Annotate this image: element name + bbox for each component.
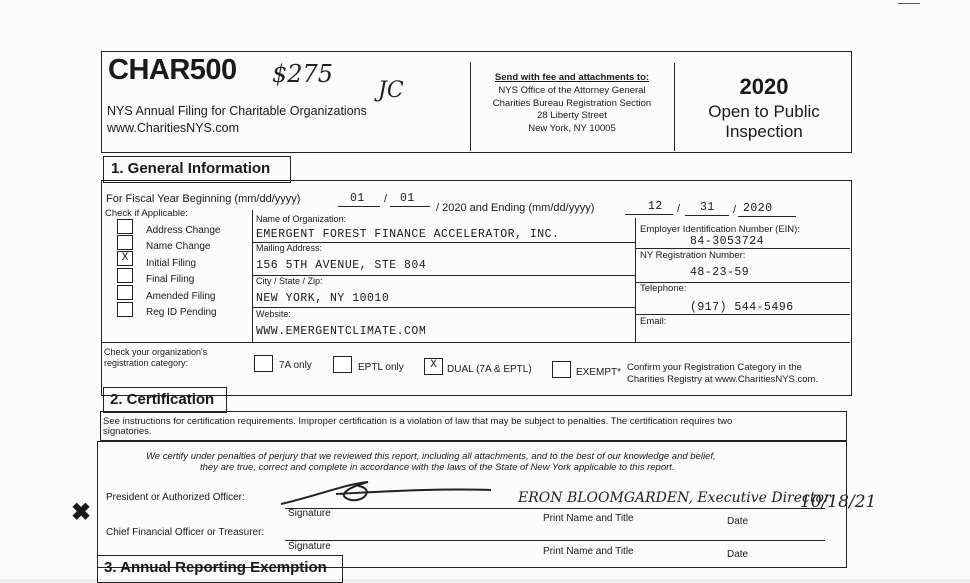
instructions-line-2: signatories.	[103, 426, 152, 437]
officer-signature-label: Signature	[288, 508, 331, 519]
end-month: 12	[648, 200, 663, 213]
officer-print-name-label: Print Name and Title	[543, 513, 634, 524]
public-block	[680, 74, 848, 142]
handwritten-fee: $275	[272, 60, 334, 88]
officer-signature-scribble	[276, 474, 496, 510]
section1-title: 1. General Information	[111, 160, 271, 177]
certify-line-2: they are true, correct and complete in accordance with the laws of the State of New York applicable to this report.	[200, 462, 675, 473]
begin-month: 01	[350, 192, 365, 205]
ny-reg-label: NY Registration Number:	[640, 250, 746, 261]
header-divider-1	[470, 62, 471, 151]
begin-day-underline	[390, 206, 430, 207]
right-rule-3	[635, 314, 850, 315]
name-change-label: Name Change	[146, 241, 211, 252]
ny-reg-value: 48-23-59	[690, 266, 750, 279]
cfo-signature-line	[285, 540, 825, 541]
cfo-label: Chief Financial Officer or Treasurer:	[106, 527, 265, 538]
category-dual-label: DUAL (7A & EPTL)	[447, 364, 532, 375]
category-exempt-checkbox[interactable]	[552, 361, 571, 378]
mailing-label: Mailing Address:	[256, 243, 323, 253]
send-line: New York, NY 10005	[528, 123, 616, 135]
section3-title: 3. Annual Reporting Exemption	[104, 559, 327, 576]
email-label: Email:	[640, 316, 667, 327]
send-line: Charities Bureau Registration Section	[492, 97, 652, 109]
end-year-underline	[738, 216, 796, 217]
end-slash-1: /	[677, 203, 681, 215]
initial-filing-label: Initial Filing	[146, 258, 197, 269]
final-filing-checkbox[interactable]	[117, 268, 133, 283]
end-month-underline	[625, 214, 673, 215]
x-mark: ✖	[71, 499, 92, 526]
category-label-1: Check your organization's	[104, 347, 208, 357]
begin-day: 01	[400, 192, 415, 205]
page-corner-mark	[898, 3, 920, 4]
final-filing-label: Final Filing	[146, 274, 195, 285]
filing-year: 2020	[739, 74, 789, 99]
officer-label: President or Authorized Officer:	[106, 492, 245, 503]
begin-month-underline	[338, 206, 380, 207]
org-rule-3	[252, 307, 635, 308]
instructions-line-1: See instructions for certification requirements. Improper certification is a violation of law that may be subject to penalties. The certification requires two	[103, 416, 733, 427]
website-value: WWW.EMERGENTCLIMATE.COM	[256, 325, 427, 338]
category-dual-checkbox[interactable]: X	[424, 358, 443, 375]
handwritten-name: ERON BLOOMGARDEN, Executive Director	[518, 490, 831, 506]
send-line-heading: Send with fee and attachments to:	[494, 72, 650, 83]
form-subtitle: NYS Annual Filing for Charitable Organizations	[107, 104, 367, 118]
amended-filing-label: Amended Filing	[146, 291, 216, 302]
send-line: NYS Office of the Attorney General	[498, 84, 646, 96]
begin-slash: /	[384, 193, 388, 205]
certify-line-1: We certify under penalties of perjury that we reviewed this report, including all attachments, and to the best of our knowledge and belief,	[146, 451, 716, 462]
address-change-label: Address Change	[146, 225, 221, 236]
confirm-line-1: Confirm your Registration Category in the	[627, 362, 802, 373]
category-exempt-label: EXEMPT*	[576, 367, 622, 378]
city-value: NEW YORK, NY 10010	[256, 292, 390, 305]
send-to-block	[478, 72, 666, 136]
end-day-underline	[685, 215, 729, 216]
org-right-divider	[635, 218, 636, 342]
header-divider-2	[674, 63, 675, 151]
mailing-value: 156 5TH AVENUE, STE 804	[256, 259, 427, 272]
right-rule-1	[635, 248, 850, 249]
checks-bottom-rule	[101, 342, 850, 343]
name-change-checkbox[interactable]	[117, 235, 133, 250]
officer-date-label: Date	[727, 516, 749, 527]
category-label-2: registration category:	[104, 358, 189, 368]
public-line-2: Inspection	[725, 122, 803, 141]
officer-signature-line	[285, 508, 825, 509]
amended-filing-checkbox[interactable]	[117, 285, 133, 300]
city-label: City / State / Zip:	[256, 276, 323, 286]
cfo-date-label: Date	[727, 549, 749, 560]
phone-value: (917) 544-5496	[690, 301, 794, 314]
confirm-line-2: Charities Registry at www.CharitiesNYS.com.	[627, 374, 819, 385]
handwritten-date: 10/18/21	[800, 492, 877, 512]
ein-value: 84-3053724	[690, 235, 765, 248]
category-eptl-checkbox[interactable]	[333, 356, 352, 373]
cfo-signature-label: Signature	[288, 541, 331, 552]
category-eptl-label: EPTL only	[358, 362, 404, 373]
section2-title: 2. Certification	[110, 391, 215, 408]
cfo-print-name-label: Print Name and Title	[543, 546, 634, 557]
public-line-1: Open to Public	[708, 102, 820, 121]
end-year: 2020	[743, 202, 773, 215]
org-name-value: EMERGENT FOREST FINANCE ACCELERATOR, INC.	[256, 228, 560, 241]
end-day: 31	[700, 201, 715, 214]
end-slash-2: /	[733, 204, 737, 216]
address-change-checkbox[interactable]	[117, 219, 133, 234]
category-7a-label: 7A only	[279, 360, 312, 371]
fiscal-begin-label: For Fiscal Year Beginning (mm/dd/yyyy)	[106, 193, 301, 205]
checks-divider	[252, 210, 253, 342]
check-if-applicable-label: Check if Applicable:	[105, 208, 188, 219]
handwritten-initials: JC	[378, 78, 404, 103]
org-name-label: Name of Organization:	[256, 214, 347, 224]
send-line: 28 Liberty Street	[537, 110, 607, 122]
category-7a-checkbox[interactable]	[254, 355, 273, 372]
form-code: CHAR500	[108, 54, 237, 86]
ein-label: Employer Identification Number (EIN):	[640, 224, 800, 235]
phone-label: Telephone:	[640, 283, 687, 294]
initial-filing-checkbox[interactable]: X	[117, 251, 133, 266]
reg-id-pending-label: Reg ID Pending	[146, 307, 217, 318]
reg-id-pending-checkbox[interactable]	[117, 302, 133, 317]
website-label: Website:	[256, 309, 291, 319]
begin-year-and-ending: / 2020 and Ending (mm/dd/yyyy)	[436, 202, 595, 214]
form-website: www.CharitiesNYS.com	[107, 121, 239, 135]
